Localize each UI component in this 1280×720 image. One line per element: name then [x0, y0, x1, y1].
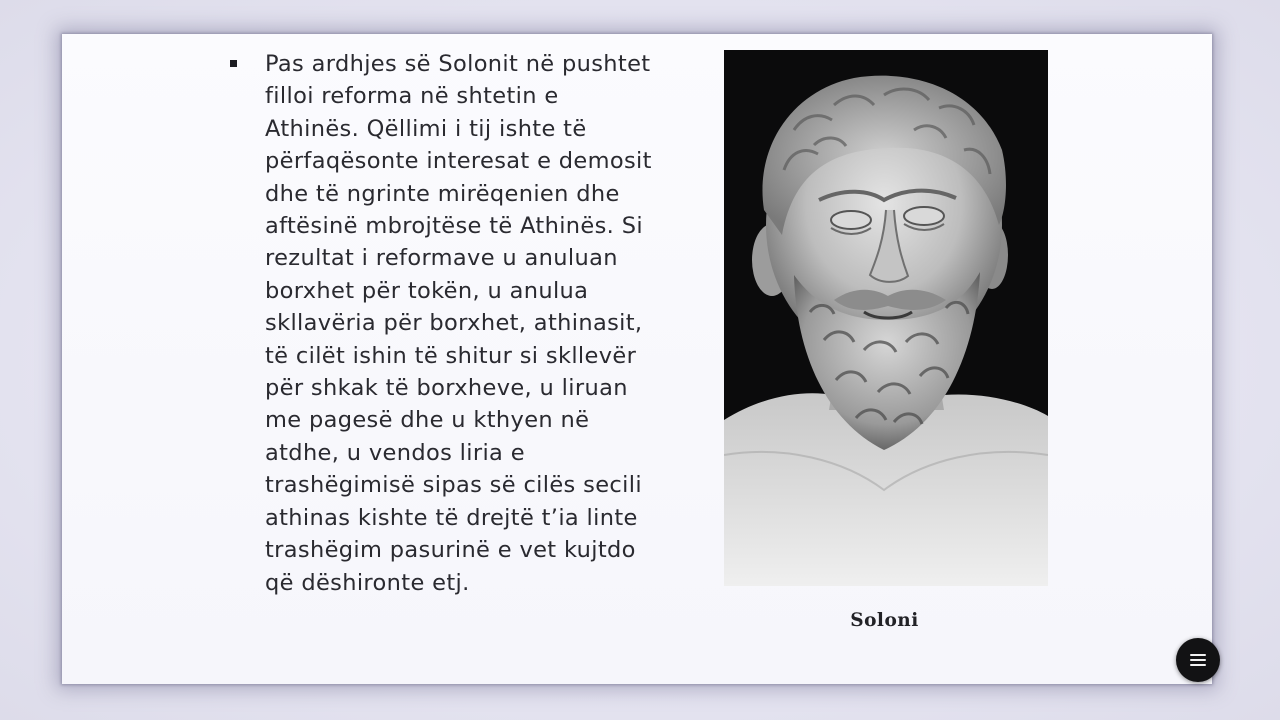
presentation-slide [62, 34, 1212, 684]
image-caption: Soloni [850, 610, 919, 631]
solon-bust-image [724, 50, 1048, 586]
menu-button[interactable] [1176, 638, 1220, 682]
square-bullet-icon [230, 60, 237, 67]
bullet-paragraph: Pas ardhjes së Solonit në pushtet filloi reforma në shtetin e Athinës. Qëllimi i tij ishte të përfaqësonte interesat e demosit dhe të ngrinte mirëqenien dhe aftësinë mbrojtëse të Athinës. Si rezultat i reformave u anuluan borxhet për tokën, u anulua skllavëria për borxhet, athinasit, të cilët ishin të shitur si skllevër për shkak të borxheve, u liruan me pagesë dhe u kthyen në atdhe, u vendos liria e trashëgimisë sipas së cilës secili athinas kishte të drejtë t’ia linte trashëgim pasurinë e vet kujtdo që dëshironte etj. [265, 51, 652, 596]
hamburger-menu-icon [1190, 654, 1206, 666]
bust-illustration [724, 50, 1048, 586]
